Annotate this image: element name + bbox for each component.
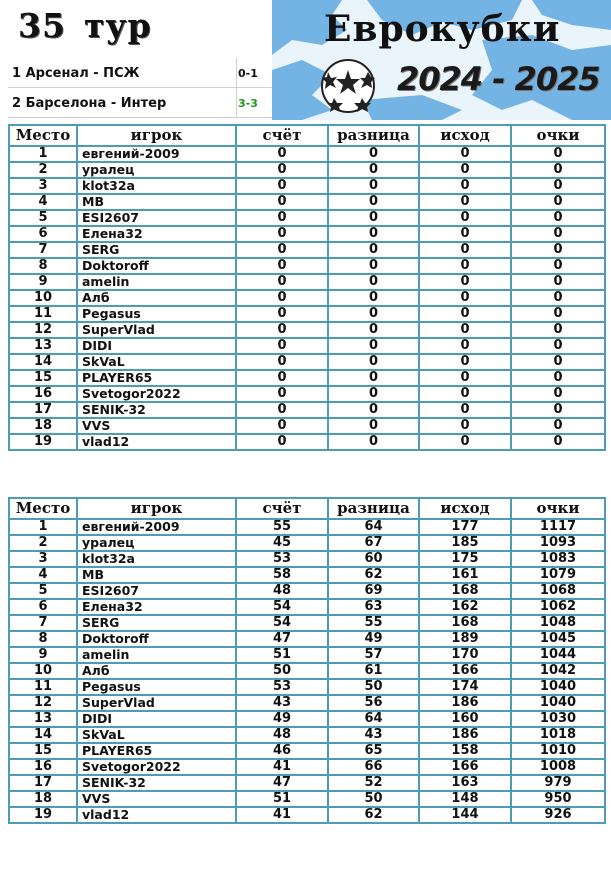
cell-place: 1: [9, 519, 77, 535]
cell-player: MB: [77, 567, 236, 583]
cell-score: 46: [236, 743, 328, 759]
cell-outcome: 162: [419, 599, 511, 615]
cell-difference: 64: [328, 519, 419, 535]
cell-player: amelin: [77, 274, 236, 290]
cell-player: Svetogor2022: [77, 759, 236, 775]
cell-score: 51: [236, 647, 328, 663]
cell-score: 47: [236, 631, 328, 647]
cell-outcome: 158: [419, 743, 511, 759]
cell-difference: 55: [328, 615, 419, 631]
cell-difference: 0: [328, 258, 419, 274]
table-row: [9, 807, 605, 823]
cell-difference: 50: [328, 791, 419, 807]
cell-player: klot32a: [77, 551, 236, 567]
cell-outcome: 0: [419, 370, 511, 386]
cell-place: 5: [9, 210, 77, 226]
cell-player: Алб: [77, 663, 236, 679]
round-table-body: [9, 146, 605, 450]
table-row: [9, 226, 605, 242]
cell-place: 17: [9, 402, 77, 418]
cell-place: 4: [9, 567, 77, 583]
cell-player: PLAYER65: [77, 370, 236, 386]
cell-score: 0: [236, 210, 328, 226]
table-row: [9, 743, 605, 759]
cell-difference: 0: [328, 306, 419, 322]
cell-difference: 61: [328, 663, 419, 679]
cell-score: 53: [236, 551, 328, 567]
cell-place: 16: [9, 386, 77, 402]
eurocups-banner: [272, 0, 611, 120]
cell-points: 0: [511, 274, 605, 290]
cell-score: 0: [236, 322, 328, 338]
table-row: [9, 551, 605, 567]
banner-title: Еврокубки: [324, 8, 561, 50]
cell-points: 1045: [511, 631, 605, 647]
cell-difference: 0: [328, 194, 419, 210]
cell-score: 45: [236, 535, 328, 551]
cell-place: 18: [9, 418, 77, 434]
cell-difference: 0: [328, 322, 419, 338]
cell-points: 1117: [511, 519, 605, 535]
cell-score: 0: [236, 146, 328, 162]
cell-player: Pegasus: [77, 306, 236, 322]
cell-difference: 0: [328, 274, 419, 290]
cell-difference: 0: [328, 146, 419, 162]
cell-difference: 49: [328, 631, 419, 647]
cell-player: Doktoroff: [77, 258, 236, 274]
cell-place: 2: [9, 535, 77, 551]
cell-place: 1: [9, 146, 77, 162]
cell-outcome: 144: [419, 807, 511, 823]
table-row: [9, 258, 605, 274]
table-row: [9, 599, 605, 615]
cell-place: 3: [9, 551, 77, 567]
cell-points: 1030: [511, 711, 605, 727]
cell-player: SENIK-32: [77, 402, 236, 418]
cell-points: 0: [511, 178, 605, 194]
cell-score: 48: [236, 727, 328, 743]
table-row: [9, 631, 605, 647]
cell-player: евгений-2009: [77, 519, 236, 535]
cell-player: Елена32: [77, 226, 236, 242]
cell-place: 4: [9, 194, 77, 210]
cell-points: 0: [511, 402, 605, 418]
cell-score: 47: [236, 775, 328, 791]
cell-player: SuperVlad: [77, 322, 236, 338]
cell-player: SuperVlad: [77, 695, 236, 711]
cell-place: 19: [9, 434, 77, 450]
table-row: [9, 418, 605, 434]
cell-points: 1083: [511, 551, 605, 567]
cell-player: SkVaL: [77, 354, 236, 370]
tour-title: [18, 6, 152, 45]
cell-difference: 0: [328, 370, 419, 386]
cell-difference: 0: [328, 402, 419, 418]
cell-place: 15: [9, 743, 77, 759]
cell-outcome: 170: [419, 647, 511, 663]
cell-score: 0: [236, 274, 328, 290]
cell-place: 6: [9, 226, 77, 242]
cell-points: 0: [511, 322, 605, 338]
cell-outcome: 0: [419, 306, 511, 322]
cell-difference: 0: [328, 418, 419, 434]
table-row: [9, 615, 605, 631]
cell-outcome: 168: [419, 583, 511, 599]
cell-outcome: 148: [419, 791, 511, 807]
cell-player: SERG: [77, 242, 236, 258]
cell-score: 49: [236, 711, 328, 727]
cell-place: 2: [9, 162, 77, 178]
cell-player: ESI2607: [77, 583, 236, 599]
cell-place: 7: [9, 615, 77, 631]
cell-player: VVS: [77, 418, 236, 434]
cell-outcome: 161: [419, 567, 511, 583]
cell-player: Pegasus: [77, 679, 236, 695]
table-row: [9, 434, 605, 450]
cell-score: 0: [236, 242, 328, 258]
cell-outcome: 0: [419, 210, 511, 226]
cell-place: 9: [9, 274, 77, 290]
cell-place: 18: [9, 791, 77, 807]
cell-score: 55: [236, 519, 328, 535]
cell-outcome: 0: [419, 434, 511, 450]
table-row: [9, 663, 605, 679]
table-header-row: [9, 498, 605, 519]
cell-player: vlad12: [77, 807, 236, 823]
cell-outcome: 174: [419, 679, 511, 695]
cell-difference: 69: [328, 583, 419, 599]
table-row: [9, 647, 605, 663]
cell-outcome: 0: [419, 290, 511, 306]
cell-points: 926: [511, 807, 605, 823]
cell-difference: 63: [328, 599, 419, 615]
cell-score: 0: [236, 178, 328, 194]
column-header-place: Место: [9, 125, 77, 146]
column-header-outcome: исход: [419, 498, 511, 519]
cell-outcome: 166: [419, 759, 511, 775]
cell-points: 0: [511, 418, 605, 434]
cell-difference: 0: [328, 434, 419, 450]
cell-score: 0: [236, 162, 328, 178]
cell-score: 54: [236, 615, 328, 631]
cell-points: 1079: [511, 567, 605, 583]
cell-difference: 0: [328, 290, 419, 306]
cell-player: Елена32: [77, 599, 236, 615]
cell-points: 1018: [511, 727, 605, 743]
cell-outcome: 0: [419, 162, 511, 178]
match-score: 0-1: [238, 67, 258, 80]
cell-player: SENIK-32: [77, 775, 236, 791]
table-row: [9, 711, 605, 727]
cell-place: 14: [9, 727, 77, 743]
cell-outcome: 0: [419, 258, 511, 274]
cell-points: 1042: [511, 663, 605, 679]
cell-score: 54: [236, 599, 328, 615]
match-label: 2 Барселона - Интер: [12, 96, 167, 111]
cell-score: 58: [236, 567, 328, 583]
cell-player: MB: [77, 194, 236, 210]
cell-points: 979: [511, 775, 605, 791]
cell-points: 1093: [511, 535, 605, 551]
cell-outcome: 0: [419, 226, 511, 242]
cell-player: евгений-2009: [77, 146, 236, 162]
cell-player: SERG: [77, 615, 236, 631]
cell-difference: 0: [328, 226, 419, 242]
cell-player: DIDI: [77, 338, 236, 354]
matches-list: [8, 58, 272, 118]
cell-player: уралец: [77, 535, 236, 551]
cell-score: 48: [236, 583, 328, 599]
cell-place: 8: [9, 258, 77, 274]
cell-difference: 56: [328, 695, 419, 711]
table-row: [9, 322, 605, 338]
season-label: 2024 - 2025: [397, 60, 600, 98]
cell-outcome: 0: [419, 402, 511, 418]
round-standings-table: [8, 124, 606, 451]
cell-outcome: 0: [419, 242, 511, 258]
cell-score: 0: [236, 306, 328, 322]
cell-score: 43: [236, 695, 328, 711]
cell-score: 0: [236, 338, 328, 354]
match-row: [8, 58, 272, 88]
cell-place: 8: [9, 631, 77, 647]
cell-outcome: 0: [419, 146, 511, 162]
cell-place: 12: [9, 322, 77, 338]
table-row: [9, 727, 605, 743]
table-row: [9, 194, 605, 210]
cell-points: 0: [511, 162, 605, 178]
cell-outcome: 186: [419, 695, 511, 711]
cell-place: 3: [9, 178, 77, 194]
cell-points: 0: [511, 242, 605, 258]
column-header-points: очки: [511, 498, 605, 519]
total-standings-table: [8, 497, 606, 824]
cell-player: vlad12: [77, 434, 236, 450]
column-header-difference: разница: [328, 125, 419, 146]
cell-place: 13: [9, 338, 77, 354]
table-row: [9, 178, 605, 194]
cell-difference: 60: [328, 551, 419, 567]
cell-player: PLAYER65: [77, 743, 236, 759]
cell-outcome: 168: [419, 615, 511, 631]
cell-outcome: 0: [419, 322, 511, 338]
cell-player: VVS: [77, 791, 236, 807]
cell-player: ESI2607: [77, 210, 236, 226]
cell-difference: 64: [328, 711, 419, 727]
cell-player: DIDI: [77, 711, 236, 727]
cell-place: 16: [9, 759, 77, 775]
cell-player: amelin: [77, 647, 236, 663]
cell-difference: 62: [328, 807, 419, 823]
cell-points: 0: [511, 370, 605, 386]
cell-difference: 50: [328, 679, 419, 695]
table-row: [9, 695, 605, 711]
table-row: [9, 274, 605, 290]
cell-points: 950: [511, 791, 605, 807]
cell-score: 53: [236, 679, 328, 695]
cell-points: 0: [511, 386, 605, 402]
table-row: [9, 338, 605, 354]
table-row: [9, 210, 605, 226]
cell-difference: 43: [328, 727, 419, 743]
column-header-difference: разница: [328, 498, 419, 519]
cell-outcome: 175: [419, 551, 511, 567]
cell-points: 1040: [511, 695, 605, 711]
cell-score: 0: [236, 386, 328, 402]
cell-score: 0: [236, 434, 328, 450]
cell-difference: 0: [328, 162, 419, 178]
table-row: [9, 162, 605, 178]
cell-player: klot32a: [77, 178, 236, 194]
match-row: [8, 88, 272, 118]
table-row: [9, 519, 605, 535]
cell-score: 0: [236, 418, 328, 434]
cell-outcome: 186: [419, 727, 511, 743]
cell-place: 14: [9, 354, 77, 370]
cell-outcome: 0: [419, 338, 511, 354]
cell-outcome: 0: [419, 178, 511, 194]
starball-icon: [320, 58, 376, 114]
table-row: [9, 242, 605, 258]
cell-place: 10: [9, 663, 77, 679]
cell-place: 11: [9, 306, 77, 322]
cell-place: 15: [9, 370, 77, 386]
cell-difference: 62: [328, 567, 419, 583]
cell-score: 41: [236, 759, 328, 775]
cell-outcome: 189: [419, 631, 511, 647]
column-header-place: Место: [9, 498, 77, 519]
cell-points: 1008: [511, 759, 605, 775]
cell-outcome: 160: [419, 711, 511, 727]
table-row: [9, 775, 605, 791]
table-row: [9, 402, 605, 418]
cell-outcome: 0: [419, 418, 511, 434]
column-header-score: счёт: [236, 125, 328, 146]
cell-score: 0: [236, 370, 328, 386]
cell-points: 0: [511, 306, 605, 322]
cell-outcome: 166: [419, 663, 511, 679]
cell-score: 51: [236, 791, 328, 807]
cell-difference: 0: [328, 178, 419, 194]
cell-difference: 57: [328, 647, 419, 663]
cell-place: 11: [9, 679, 77, 695]
cell-player: Doktoroff: [77, 631, 236, 647]
cell-outcome: 177: [419, 519, 511, 535]
column-header-points: очки: [511, 125, 605, 146]
cell-difference: 0: [328, 386, 419, 402]
cell-score: 0: [236, 354, 328, 370]
match-label: 1 Арсенал - ПСЖ: [12, 66, 140, 81]
cell-player: SkVaL: [77, 727, 236, 743]
cell-outcome: 0: [419, 274, 511, 290]
cell-player: Алб: [77, 290, 236, 306]
cell-place: 9: [9, 647, 77, 663]
cell-score: 41: [236, 807, 328, 823]
table-row: [9, 791, 605, 807]
cell-difference: 65: [328, 743, 419, 759]
cell-difference: 0: [328, 338, 419, 354]
cell-difference: 66: [328, 759, 419, 775]
cell-outcome: 185: [419, 535, 511, 551]
table-row: [9, 535, 605, 551]
cell-difference: 52: [328, 775, 419, 791]
table-row: [9, 759, 605, 775]
cell-place: 10: [9, 290, 77, 306]
cell-score: 0: [236, 194, 328, 210]
cell-place: 6: [9, 599, 77, 615]
cell-points: 0: [511, 354, 605, 370]
cell-score: 0: [236, 226, 328, 242]
cell-score: 0: [236, 258, 328, 274]
cell-points: 0: [511, 226, 605, 242]
cell-player: Svetogor2022: [77, 386, 236, 402]
cell-points: 0: [511, 258, 605, 274]
table-row: [9, 386, 605, 402]
table-row: [9, 306, 605, 322]
cell-points: 0: [511, 210, 605, 226]
column-header-player: игрок: [77, 498, 236, 519]
tour-number: 35: [18, 6, 66, 45]
cell-place: 12: [9, 695, 77, 711]
cell-outcome: 0: [419, 386, 511, 402]
matches-divider: [236, 58, 237, 118]
table-header-row: [9, 125, 605, 146]
cell-place: 13: [9, 711, 77, 727]
cell-points: 1062: [511, 599, 605, 615]
column-header-score: счёт: [236, 498, 328, 519]
cell-player: уралец: [77, 162, 236, 178]
cell-difference: 0: [328, 242, 419, 258]
table-row: [9, 146, 605, 162]
cell-points: 1040: [511, 679, 605, 695]
cell-points: 0: [511, 434, 605, 450]
cell-score: 0: [236, 402, 328, 418]
cell-points: 0: [511, 194, 605, 210]
cell-place: 5: [9, 583, 77, 599]
cell-score: 0: [236, 290, 328, 306]
cell-outcome: 0: [419, 354, 511, 370]
cell-points: 1068: [511, 583, 605, 599]
match-score: 3-3: [238, 97, 258, 110]
cell-place: 19: [9, 807, 77, 823]
cell-points: 1044: [511, 647, 605, 663]
cell-points: 1010: [511, 743, 605, 759]
cell-difference: 0: [328, 210, 419, 226]
cell-points: 0: [511, 338, 605, 354]
column-header-outcome: исход: [419, 125, 511, 146]
tour-word: тур: [83, 6, 152, 45]
cell-place: 7: [9, 242, 77, 258]
cell-difference: 67: [328, 535, 419, 551]
table-row: [9, 290, 605, 306]
total-table-body: [9, 519, 605, 823]
cell-difference: 0: [328, 354, 419, 370]
cell-outcome: 163: [419, 775, 511, 791]
cell-score: 50: [236, 663, 328, 679]
table-row: [9, 679, 605, 695]
table-row: [9, 567, 605, 583]
table-row: [9, 354, 605, 370]
column-header-player: игрок: [77, 125, 236, 146]
cell-points: 0: [511, 290, 605, 306]
cell-place: 17: [9, 775, 77, 791]
cell-points: 0: [511, 146, 605, 162]
table-row: [9, 370, 605, 386]
cell-outcome: 0: [419, 194, 511, 210]
table-row: [9, 583, 605, 599]
cell-points: 1048: [511, 615, 605, 631]
